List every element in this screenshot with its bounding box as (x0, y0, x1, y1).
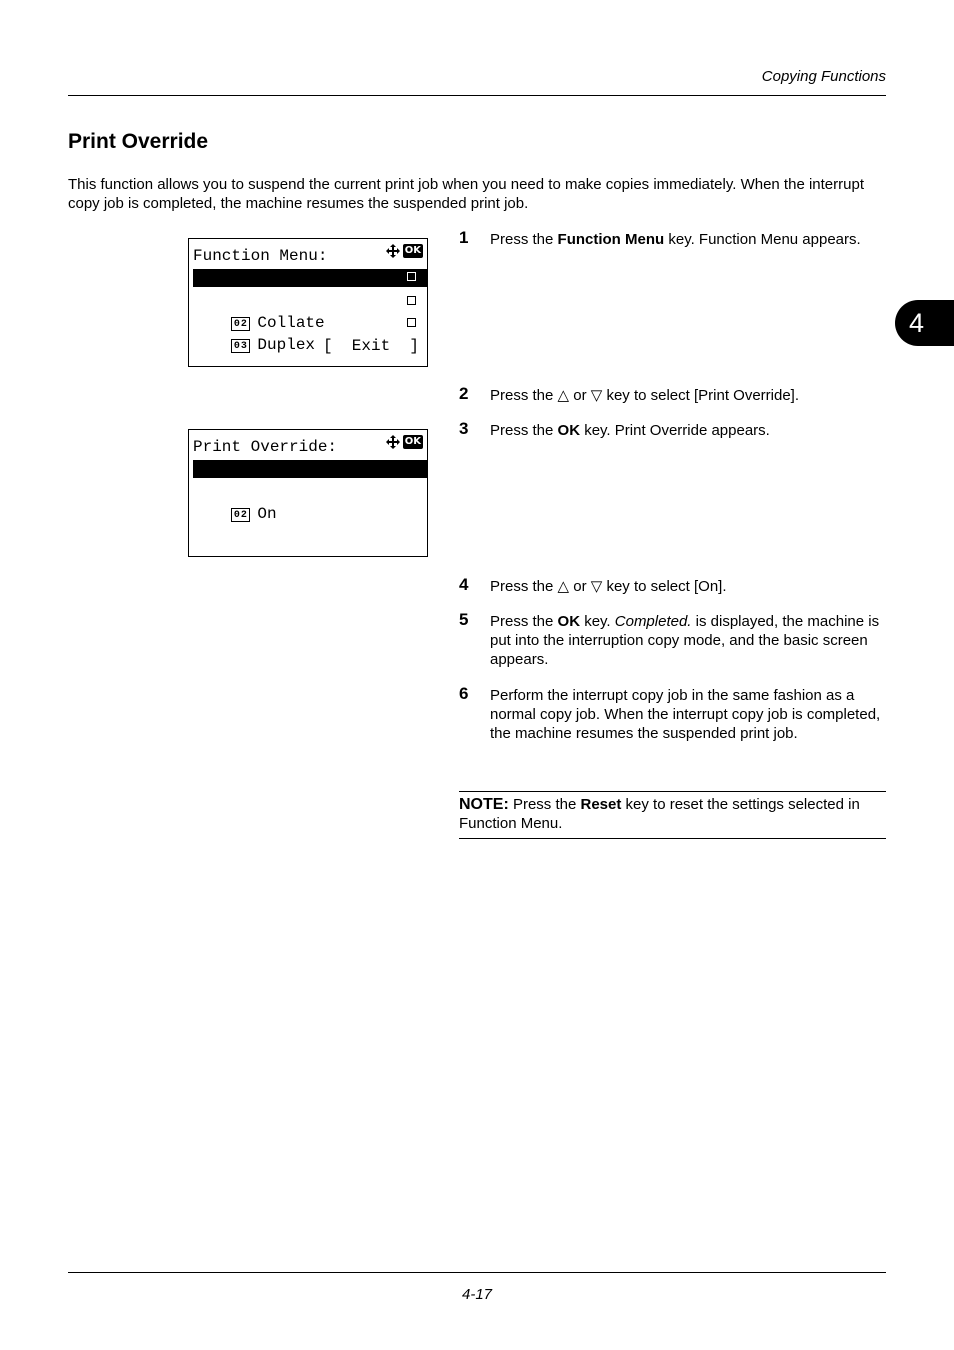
step-number: 6 (459, 684, 469, 703)
step-number: 3 (459, 419, 469, 438)
step-text: Press the OK key. Print Override appears. (490, 422, 770, 439)
lcd-item (193, 481, 427, 523)
lcd-item-selected (193, 460, 427, 496)
page-number: 4-17 (461, 1286, 493, 1303)
item-number-badge: 01 (231, 481, 250, 495)
item-number-badge: 01 (231, 290, 250, 304)
lcd-function-menu (188, 238, 428, 367)
lcd-item-label: Paper Selection (257, 287, 402, 305)
step-text: Press the Function Menu key. Function Menu appears. (490, 231, 861, 248)
four-way-arrow-icon (385, 434, 401, 450)
lcd-title: Function Menu: (193, 247, 328, 265)
chapter-number: 4 (909, 307, 925, 338)
lcd-title: Print Override: (193, 438, 338, 456)
checkbox-icon (407, 272, 416, 281)
step-number: 1 (459, 228, 469, 247)
item-number-badge: 02 (231, 317, 250, 331)
lcd-exit-softkey: [ Exit ] (322, 337, 419, 355)
note-label: NOTE: (459, 796, 509, 813)
footer-rule (68, 1272, 886, 1273)
four-way-arrow-icon (385, 243, 401, 259)
lcd-item-label: Duplex (257, 336, 316, 354)
step-number: 5 (459, 610, 469, 629)
header-rule (68, 95, 886, 96)
item-number-badge: 02 (231, 508, 250, 522)
running-header: Copying Functions (761, 68, 886, 85)
item-number-badge: 03 (231, 339, 250, 353)
checkbox-icon (407, 318, 416, 327)
ok-key-icon: OK (404, 436, 421, 447)
lcd-item-label: On (257, 505, 277, 523)
step-text: Perform the interrupt copy job in the same fashion as a normal copy job. When the interrupt copy job is completed, the machine resumes the suspended print job. (490, 687, 881, 742)
step-number: 2 (459, 384, 469, 403)
step-text: Press the OK key. Completed. is displayed, the machine is put into the interruption copy mode, and the basic screen appears. (490, 613, 880, 668)
lcd-item-selected (193, 269, 427, 305)
lcd-print-override (188, 429, 428, 557)
lcd-item (193, 290, 427, 332)
lcd-item-label: Collate (257, 314, 325, 332)
checkbox-icon (407, 296, 416, 305)
lcd-nav-icons (385, 243, 423, 259)
step-text: Press the △ or ▽ key to select [Print Override]. (490, 387, 800, 404)
step-number: 4 (459, 575, 469, 594)
intro-paragraph: This function allows you to suspend the current print job when you need to make copies immediately. When the interrupt copy job is completed, the machine resumes the suspended print job. (68, 176, 864, 212)
lcd-nav-icons (385, 434, 423, 450)
chapter-tab (895, 300, 954, 346)
note-box: NOTE: Press the Reset key to reset the settings selected in Function Menu. (459, 791, 886, 839)
page-title: Print Override (68, 130, 209, 153)
step-text: Press the △ or ▽ key to select [On]. (490, 578, 727, 595)
ok-key-icon: OK (404, 245, 421, 256)
lcd-item-label: *Off (250, 478, 289, 496)
